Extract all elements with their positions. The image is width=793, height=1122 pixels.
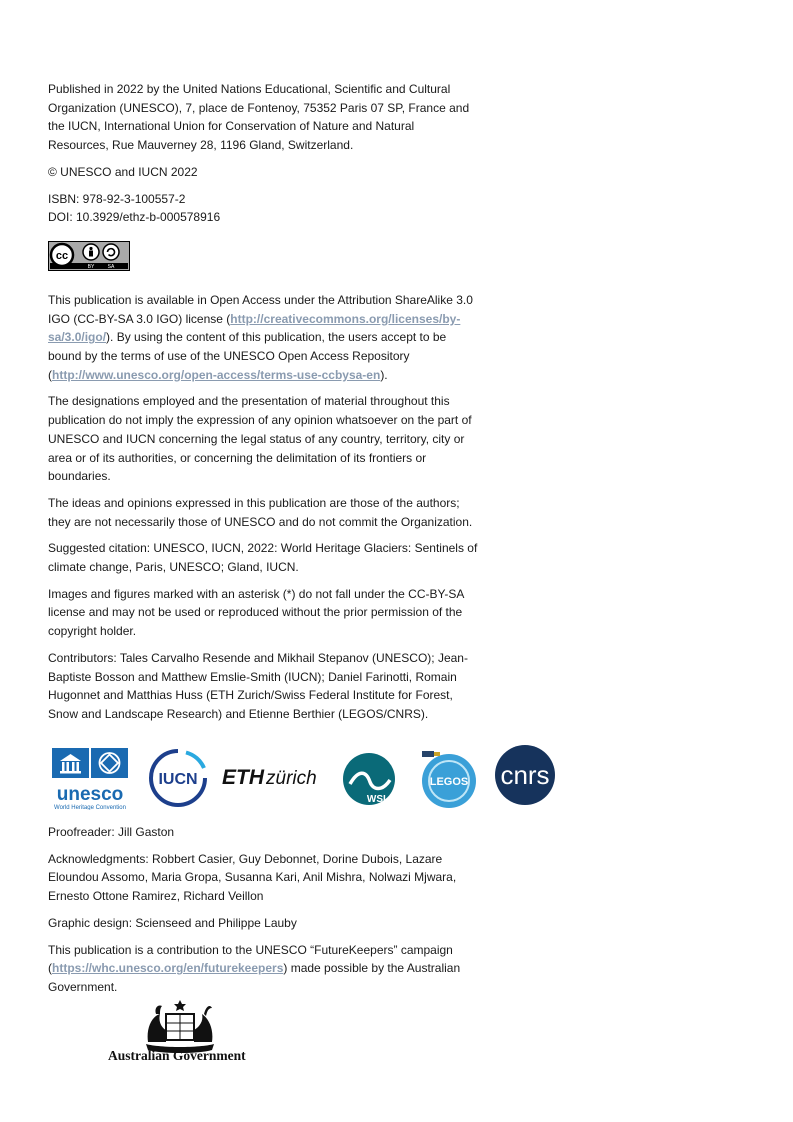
- unesco-subtitle: World Heritage Convention: [54, 805, 126, 810]
- legos-logo: [418, 748, 480, 810]
- campaign-text-2: ) made possible by the Australian Government.: [48, 961, 461, 994]
- futurekeepers-link[interactable]: https://whc.unesco.org/en/futurekeepers: [52, 961, 284, 976]
- credits-column: [48, 823, 478, 1005]
- iucn-logo: [148, 748, 210, 808]
- acknowledgments: Acknowledgments: Robbert Casier, Guy Debonnet, Dorine Dubois, Lazare Eloundou Assomo, Maria Gropa, Susanna Kari, Anil Mishra, Nolwazi Mjwara, Ernesto Ottone Ramirez, Richard Veillon: [48, 851, 457, 904]
- unesco-wordmark: unesco: [56, 784, 124, 805]
- imprint-column: [48, 80, 478, 732]
- campaign-statement: [48, 941, 478, 997]
- sa-badge-text: SA: [107, 263, 115, 270]
- open-access-text-2: ). By using the content of this publication, the users accept to be bound by the terms of use of the UNESCO Open Access Repository (: [48, 330, 447, 382]
- unesco-terms-link[interactable]: http://www.unesco.org/open-access/terms-use-ccbysa-en: [52, 367, 381, 382]
- eth-wordmark: ETH: [222, 766, 264, 789]
- cc-by-sa-license-badge: [48, 241, 130, 271]
- legos-wordmark: LEGOS: [429, 776, 469, 788]
- suggested-citation: Suggested citation: UNESCO, IUCN, 2022: World Heritage Glaciers: Sentinels of climate change, Paris, UNESCO; Gland, IUCN.: [48, 541, 478, 575]
- opinions-disclaimer: The ideas and opinions expressed in this publication are those of the authors; they are not necessarily those of UNESCO and do not commit the Organization.: [48, 495, 473, 529]
- wsl-logo: [342, 750, 396, 808]
- publisher-statement: Published in 2022 by the United Nations Educational, Scientific and Cultural Organization (UNESCO), 7, place de Fontenoy, 75352 Paris 07 SP, France and the IUCN, International Union for Conservation of Nature and Natural Resources, Rue Mauverney 28, 1196 Gland, Switzerland.: [48, 82, 470, 153]
- creative-commons-link[interactable]: http://creativecommons.org/licenses/by-sa/3.0/igo/: [48, 311, 461, 345]
- doi-line: DOI: 10.3929/ethz-b-000578916: [48, 210, 221, 225]
- zurich-wordmark: zürich: [266, 768, 317, 789]
- campaign-text: This publication is a contribution to the UNESCO “FutureKeepers” campaign (: [48, 942, 453, 976]
- by-badge-text: BY: [87, 263, 95, 270]
- open-access-statement: [48, 291, 478, 385]
- copyright-line: © UNESCO and IUCN 2022: [48, 164, 198, 179]
- cnrs-logo: [494, 744, 556, 806]
- iucn-wordmark: IUCN: [158, 771, 198, 788]
- images-notice: Images and figures marked with an asterisk (*) do not fall under the CC-BY-SA license and may not be used or reproduced without the prior permission of the copyright holder.: [48, 586, 464, 639]
- proofreader: Proofreader: Jill Gaston: [48, 825, 175, 839]
- cnrs-wordmark: cnrs: [500, 760, 550, 790]
- wsl-wordmark: WSL: [366, 794, 390, 805]
- cc-badge-text: cc: [55, 249, 69, 262]
- contributors: Contributors: Tales Carvalho Resende and Mikhail Stepanov (UNESCO); Jean-Baptiste Bosson and Matthew Emslie-Smith (IUCN); Daniel Farinotti, Romain Hugonnet and Matthias Huss (ETH Zurich/Swiss Federal Institute for Forest, Snow and Landscape Research) and Etienne Berthier (LEGOS/CNRS).: [48, 650, 468, 721]
- graphic-design: Graphic design: Scienseed and Philippe Lauby: [48, 915, 297, 930]
- unesco-logo: [52, 748, 132, 810]
- australian-government-label: Australian Government: [108, 1048, 246, 1063]
- isbn-line: ISBN: 978-92-3-100557-2: [48, 191, 186, 206]
- open-access-text: This publication is available in Open Access under the Attribution ShareAlike 3.0 IGO (CC-BY-SA 3.0 IGO) license (: [48, 292, 473, 326]
- eth-zurich-logo: [222, 762, 322, 792]
- designations-disclaimer: The designations employed and the presentation of material throughout this publication do not imply the expression of any opinion whatsoever on the part of UNESCO and IUCN concerning the legal status of any country, territory, city or area or of its authorities, or concerning the delimitation of its frontiers or boundaries.: [48, 394, 472, 484]
- open-access-text-3: ).: [380, 367, 388, 382]
- partner-logos: [48, 744, 568, 812]
